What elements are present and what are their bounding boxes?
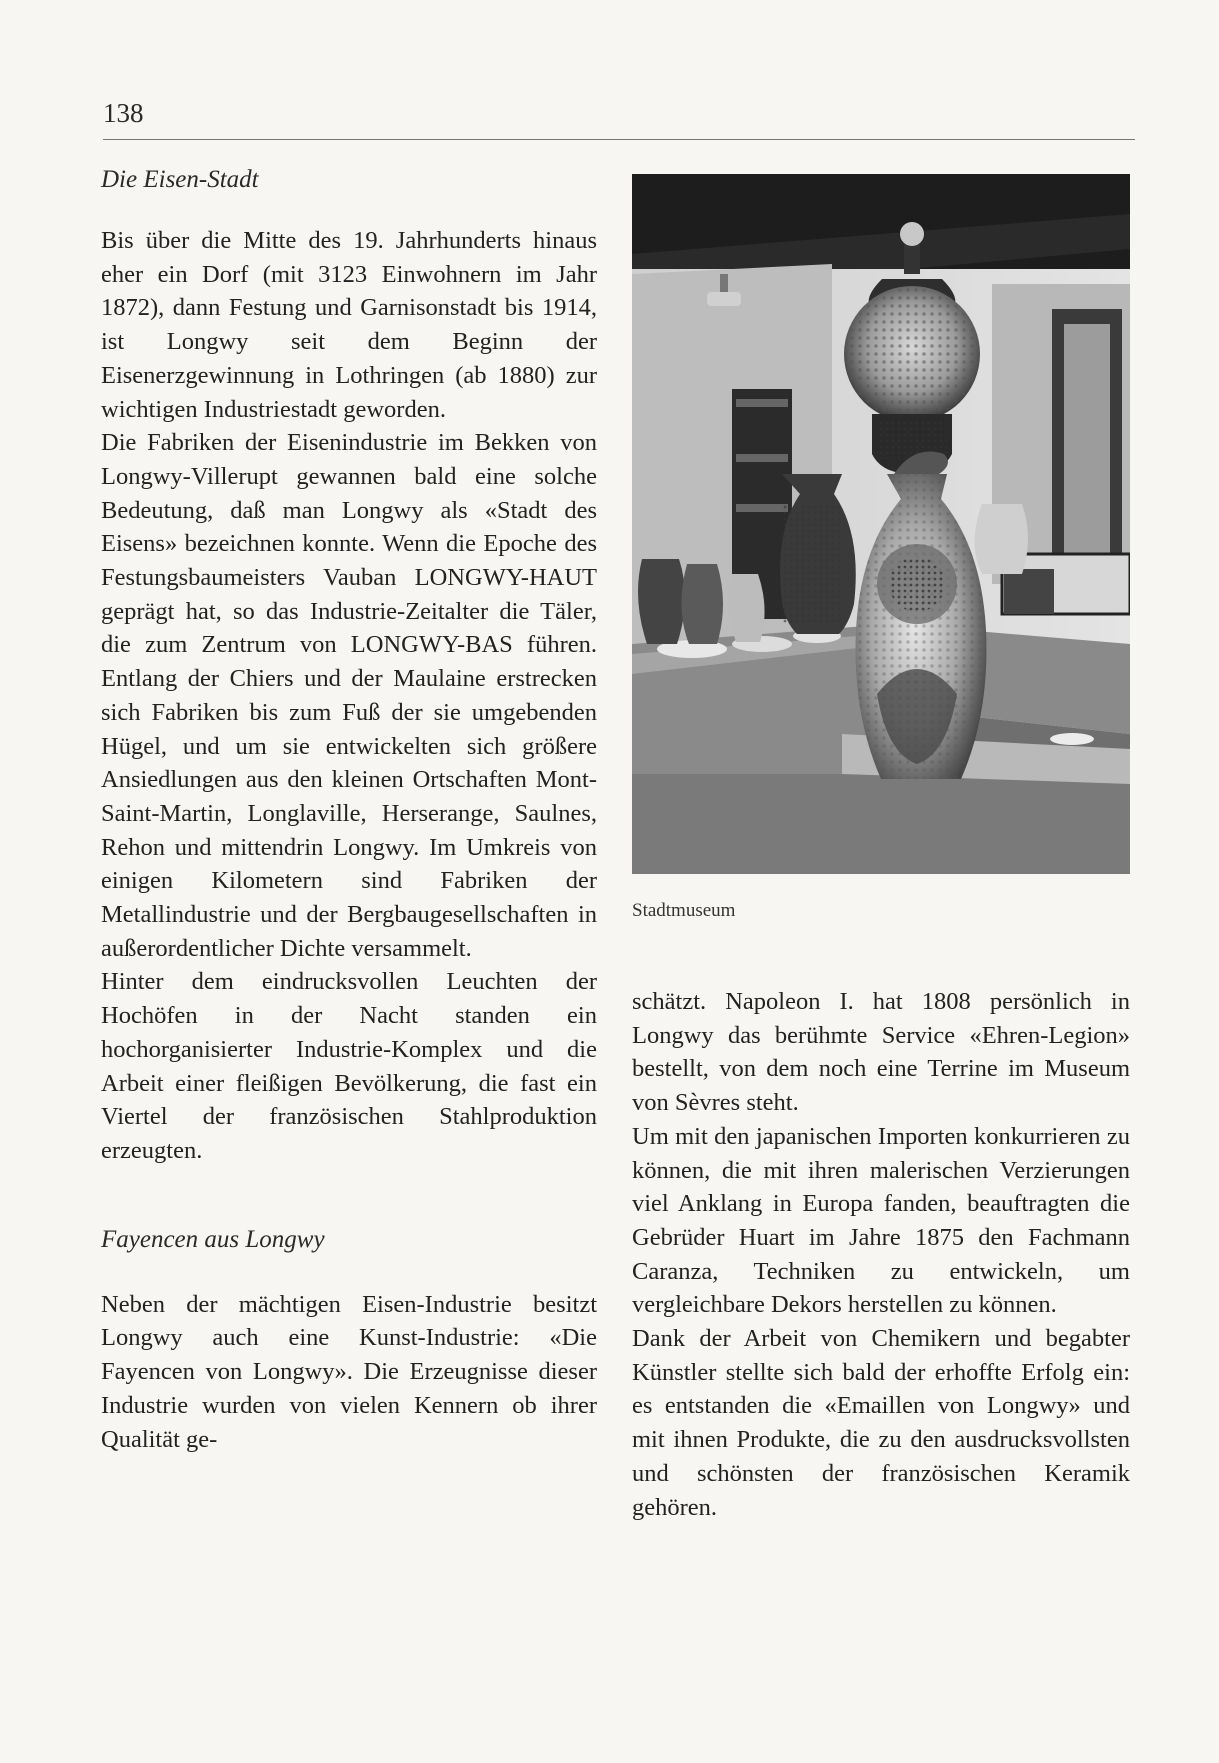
paragraph-history: Bis über die Mitte des 19. Jahrhunderts hinaus eher ein Dorf (mit 3123 Einwohnern im Jahr 1872), dann Festung und Garnisonstadt bis 1914, ist Longwy seit dem Beginn der Eisenerzgewinnung in Lothringen (ab 1880) zur wichtigen Industriestadt geworden. <box>101 227 597 423</box>
header-rule <box>103 139 1135 140</box>
paragraph-blast-furnaces: Hinter dem eindrucksvollen Leuchten der Hochöfen in der Nacht standen ein hochorganisierter Industrie-Komplex und die Arbeit einer fleißigen Bevölkerung, die fast ein Viertel der französischen Stahlproduktion erzeugten. <box>101 968 597 1164</box>
paragraph-emaillen: Dank der Arbeit von Chemikern und begabter Künstler stellte sich bald der erhoffte Erfolg ein: es entstanden die «Emaillen von Longwy» und mit ihnen Produkte, die zu den ausdrucksvollsten und schönsten der französischen Keramik gehören. <box>632 1325 1130 1521</box>
section-heading-fayencen: Fayencen aus Longwy <box>101 1225 325 1253</box>
paragraph-napoleon: schätzt. Napoleon I. hat 1808 persönlich in Longwy das berühmte Service «Ehren-Legion» bestellt, von dem noch eine Terrine im Museum von Sèvres steht. <box>632 988 1130 1117</box>
museum-photo <box>632 174 1130 874</box>
photo-caption: Stadtmuseum <box>632 900 736 921</box>
page-number: 138 <box>103 98 144 128</box>
right-column <box>632 985 1130 1524</box>
left-column <box>101 166 597 1456</box>
paragraph-fayencen-intro: Neben der mächtigen Eisen-Industrie besitzt Longwy auch eine Kunst-Industrie: «Die Fayencen von Longwy». Die Erzeugnisse dieser Industrie wurden von vielen Kennern ob ihrer Qualität ge- <box>101 1290 597 1453</box>
paragraph-japanese-imports: Um mit den japanischen Importen konkurrieren zu können, die mit ihren malerischen Verzierungen viel Anklang in Europa fanden, beauftragten die Gebrüder Huart im Jahre 1875 den Fachmann Caranza, Techniken zu entwickeln, um vergleichbare Dekors herstellen zu können. <box>632 1122 1130 1319</box>
paragraph-factories: Die Fabriken der Eisenindustrie im Bekken von Longwy-Villerupt gewannen bald eine solche Bedeutung, daß man Longwy als «Stadt des Eisens» bezeichnen konnte. Wenn die Epoche des Festungsbaumeisters Vauban LONGWY-HAUT geprägt hat, so das Industrie-Zeitalter die Täler, die zum Zentrum von LONGWY-BAS führen. Entlang der Chiers und der Maulaine erstrecken sich Fabriken bis zum Fuß der sie umgebenden Hügel, und um sie entwickelten sich größere Ansiedlungen aus den kleinen Ortschaften Mont-Saint-Martin, Longlaville, Herserange, Saulnes, Rehon und mittendrin Longwy. Im Umkreis von einigen Kilometern sind Fabriken der Metallindustrie und der Bergbaugesellschaften in außerordentlicher Dichte versammelt. <box>101 429 597 962</box>
section-heading-eisen-stadt: Die Eisen-Stadt <box>101 166 259 193</box>
